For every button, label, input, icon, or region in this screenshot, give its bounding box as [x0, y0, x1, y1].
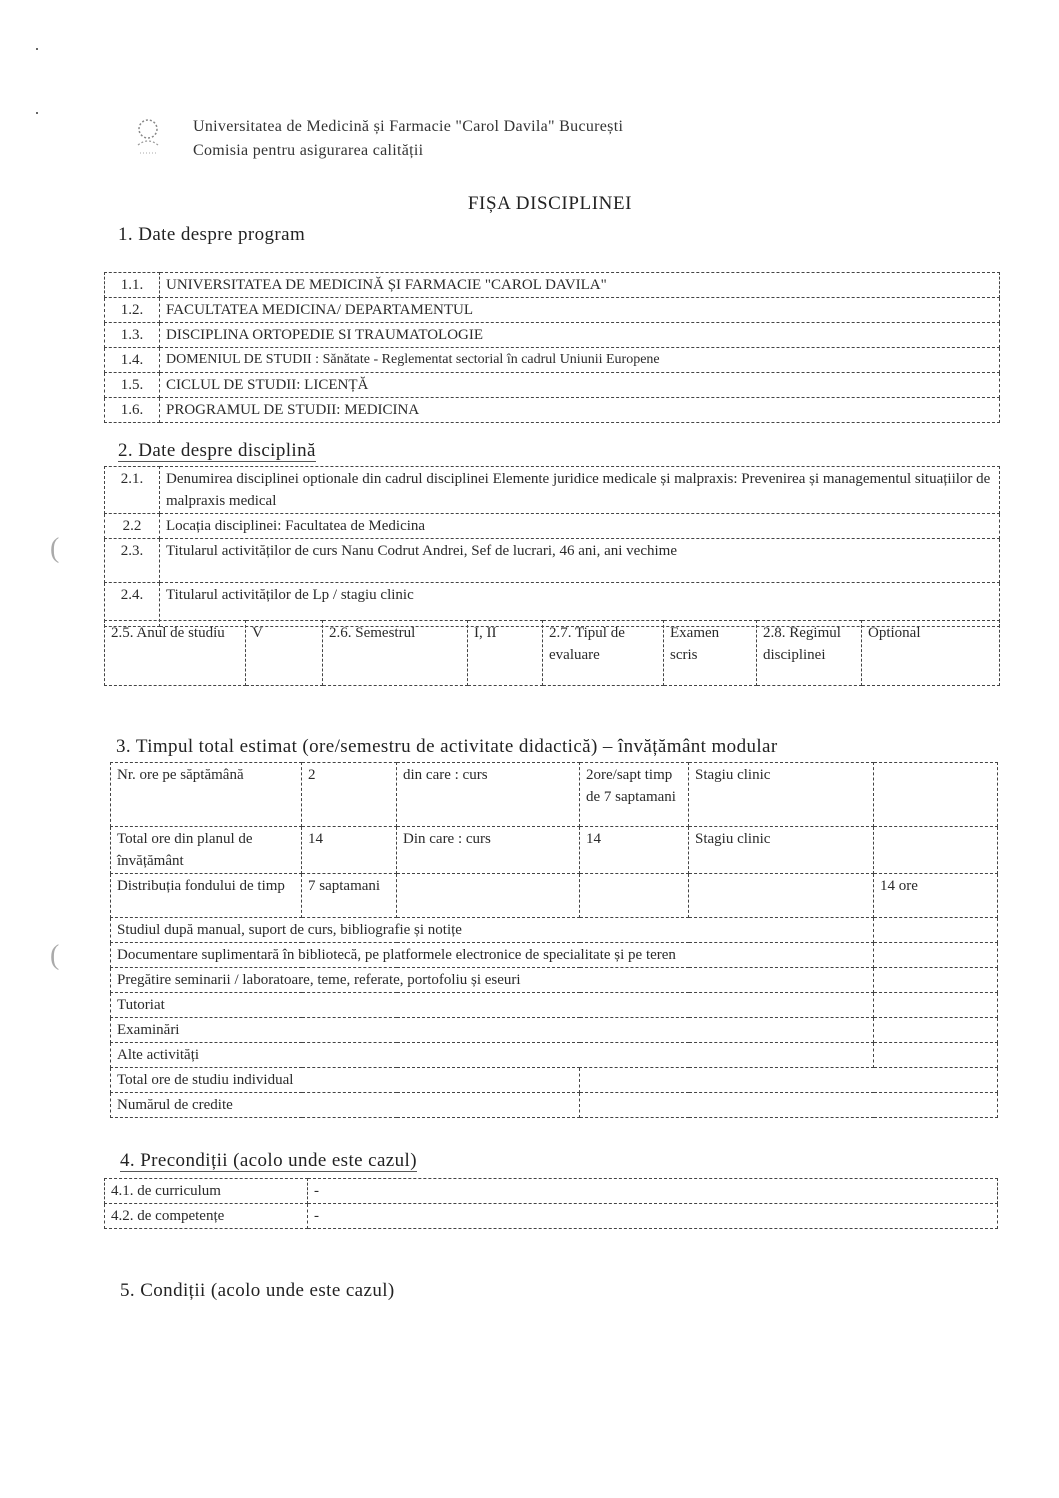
- university-logo-icon: [130, 117, 166, 157]
- table-row: Tutoriat: [111, 993, 998, 1018]
- table-row: Pregătire seminarii / laboratoare, teme, referate, portofoliu și eseuri: [111, 968, 998, 993]
- table-row: Total ore din planul de învățământ 14 Din care : curs 14 Stagiu clinic: [111, 827, 998, 874]
- table-row: 1.4. DOMENIUL DE STUDII : Sănătate - Reglementat sectorial în cadrul Uniunii Europene: [105, 348, 1000, 373]
- table-row: 1.5. CICLUL DE STUDII: LICENȚĂ: [105, 373, 1000, 398]
- preconditions-table: [104, 1178, 998, 1229]
- table-row: 2.2 Locația disciplinei: Facultatea de Medicina: [105, 514, 1000, 539]
- section-2-heading: 2. Date despre disciplină: [118, 440, 316, 461]
- scan-speck: [36, 112, 38, 114]
- table-row: 1.3. DISCIPLINA ORTOPEDIE SI TRAUMATOLOGIE: [105, 323, 1000, 348]
- section-5-heading: 5. Condiții (acolo unde este cazul): [120, 1280, 395, 1301]
- table-row: 2.4. Titularul activităților de Lp / stagiu clinic: [105, 583, 1000, 627]
- table-row: 1.2. FACULTATEA MEDICINA/ DEPARTAMENTUL: [105, 298, 1000, 323]
- table-row: 1.6. PROGRAMUL DE STUDII: MEDICINA: [105, 398, 1000, 423]
- table-row: Numărul de credite: [111, 1093, 998, 1118]
- table-row: Documentare suplimentară în bibliotecă, pe platformele electronice de specialitate și pe teren: [111, 943, 998, 968]
- document-title: FIȘA DISCIPLINEI: [467, 193, 633, 214]
- section-4-heading: 4. Precondiții (acolo unde este cazul): [120, 1150, 417, 1171]
- discipline-details-table: [104, 620, 1000, 686]
- table-row: 2.1. Denumirea disciplinei optionale din cadrul disciplinei Elemente juridice medicale și malpraxis: Prevenirea și managementul situațiilor de malpraxis medical: [105, 467, 1000, 514]
- time-table: [110, 762, 998, 1118]
- section-1-heading: 1. Date despre program: [118, 224, 306, 245]
- punch-hole-mark: (: [50, 533, 60, 564]
- table-row: 4.1. de curriculum -: [105, 1179, 998, 1204]
- table-row: Total ore de studiu individual: [111, 1068, 998, 1093]
- scan-speck: [36, 48, 38, 50]
- table-row: Distribuția fondului de timp 7 saptamani 14 ore: [111, 874, 998, 918]
- table-row: Nr. ore pe săptămână 2 din care : curs 2ore/sapt timp de 7 saptamani Stagiu clinic: [111, 763, 998, 827]
- table-row: Alte activități: [111, 1043, 998, 1068]
- university-name: Universitatea de Medicină și Farmacie "Carol Davila" București: [193, 118, 624, 135]
- table-row: Studiul după manual, suport de curs, bibliografie și notițe: [111, 918, 998, 943]
- discipline-table: [104, 466, 1000, 627]
- commission-name: Comisia pentru asigurarea calității: [193, 142, 424, 159]
- table-row: 2.3. Titularul activităților de curs Nanu Codrut Andrei, Sef de lucrari, 46 ani, ani vechime: [105, 539, 1000, 583]
- section-3-heading: 3. Timpul total estimat (ore/semestru de activitate didactică) – învățământ modular: [116, 736, 778, 757]
- table-row: 4.2. de competențe -: [105, 1204, 998, 1229]
- program-table: [104, 272, 1000, 423]
- table-row: 1.1. UNIVERSITATEA DE MEDICINĂ ȘI FARMACIE "CAROL DAVILA": [105, 273, 1000, 298]
- table-row: Examinări: [111, 1018, 998, 1043]
- punch-hole-mark: (: [50, 940, 60, 971]
- table-row: 2.5. Anul de studiu V 2.6. Semestrul I, II 2.7. Tipul de evaluare Examen scris 2.8. Regimul disciplinei Optional: [105, 621, 1000, 686]
